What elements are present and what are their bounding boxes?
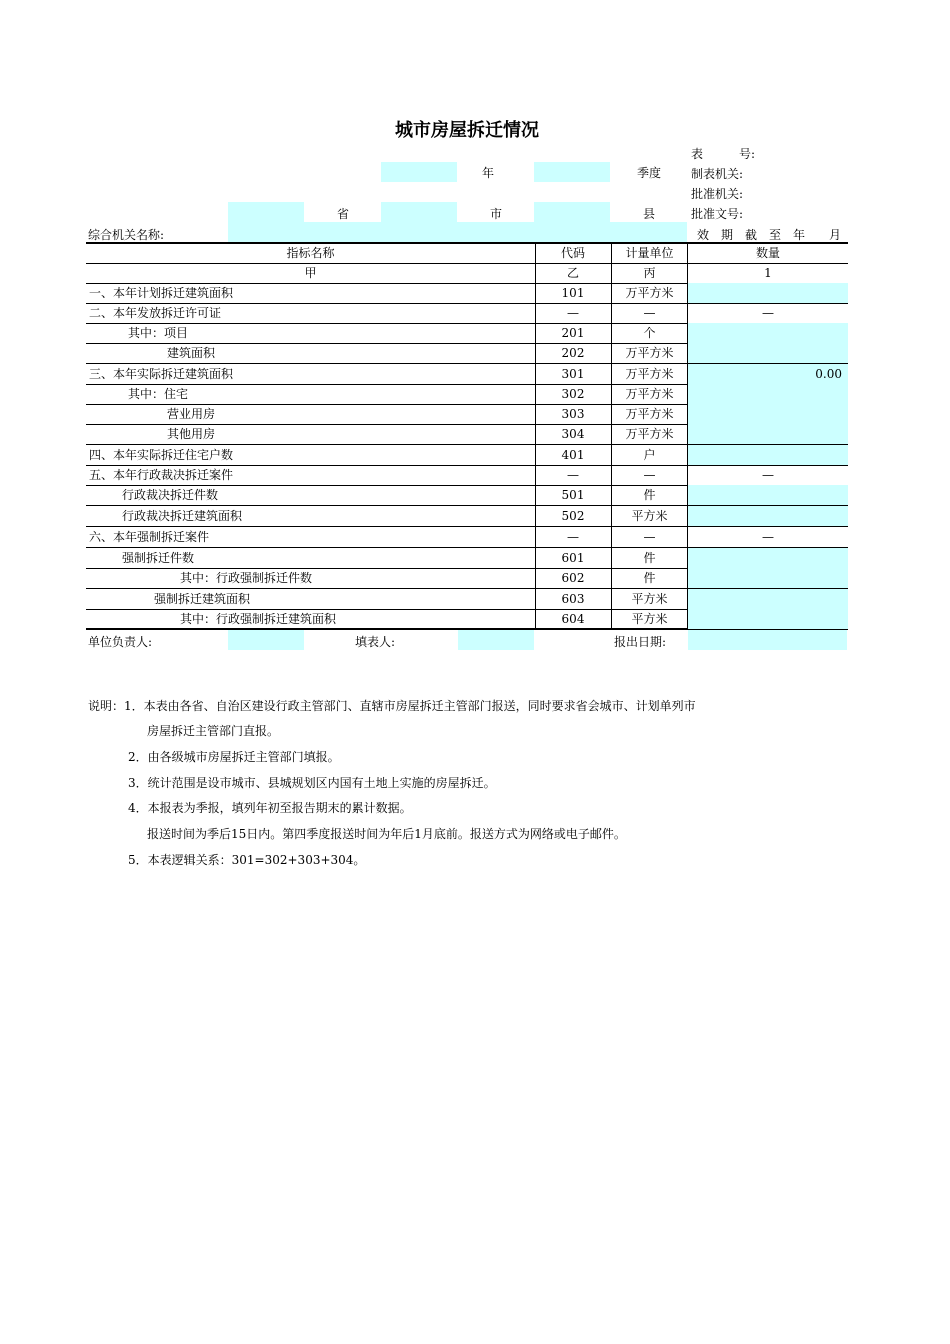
row-value-input[interactable]	[688, 548, 848, 568]
province-input[interactable]	[228, 202, 304, 222]
row-unit: 件	[643, 571, 656, 585]
row-name: 二、本年发放拆迁许可证	[89, 306, 222, 320]
row-name: 其他用房	[167, 427, 216, 441]
city-input[interactable]	[381, 202, 457, 222]
row-code: 301	[561, 367, 585, 381]
row-unit: —	[643, 468, 656, 482]
row-value: —	[762, 306, 774, 320]
approval-number-label: 批准文号:	[691, 207, 744, 221]
row-value-input[interactable]	[688, 424, 848, 444]
row-value-input[interactable]	[688, 384, 848, 404]
row-unit: 万平方米	[625, 427, 674, 441]
table-row	[86, 303, 848, 323]
row-unit: 个	[643, 326, 656, 340]
row-value-input[interactable]	[688, 404, 848, 424]
row-unit: 万平方米	[625, 387, 674, 401]
table-row	[86, 609, 848, 629]
validity-label: 效 期 截 至 年 月	[697, 228, 842, 242]
form-number-label: 表 号:	[691, 147, 756, 161]
row-value-input[interactable]	[688, 506, 848, 526]
row-value-input[interactable]	[688, 589, 848, 609]
note-4: 4．本报表为季报，填列年初至报告期末的累计数据。	[128, 801, 412, 815]
city-label: 市	[490, 207, 503, 221]
note-5: 5．本表逻辑关系：301=302+303+304。	[128, 853, 366, 867]
row-code: 601	[561, 551, 585, 565]
row-code: 501	[561, 488, 585, 502]
row-name: 其中：行政强制拆迁件数	[180, 571, 313, 585]
row-code: 302	[561, 387, 585, 401]
subheader-unit: 丙	[643, 266, 656, 280]
row-name: 建筑面积	[167, 346, 216, 360]
row-code: —	[567, 530, 579, 544]
row-value-input[interactable]	[688, 445, 848, 465]
county-input[interactable]	[534, 202, 610, 222]
page-title: 城市房屋拆迁情况	[395, 120, 539, 141]
row-unit: 万平方米	[625, 367, 674, 381]
table-row	[86, 283, 848, 303]
row-name: 其中：住宅	[128, 387, 189, 401]
note-1-continued: 房屋拆迁主管部门直报。	[147, 724, 280, 738]
unit-head-label: 单位负责人:	[88, 635, 153, 649]
table-row	[86, 445, 848, 465]
row-unit: 万平方米	[625, 346, 674, 360]
header-code: 代码	[560, 246, 585, 260]
row-unit: 件	[643, 551, 656, 565]
row-value-input[interactable]	[688, 343, 848, 363]
table-header-row	[86, 243, 848, 263]
table-subheader-row	[86, 263, 848, 283]
row-code: 303	[561, 407, 585, 421]
row-unit: 平方米	[631, 612, 668, 626]
table-row	[86, 589, 848, 609]
maker-label: 制表机关:	[691, 167, 744, 181]
row-name: 四、本年实际拆迁住宅户数	[89, 448, 234, 462]
row-value-input[interactable]	[688, 283, 848, 303]
table-row	[86, 384, 848, 404]
row-code: —	[567, 306, 579, 320]
filler-label: 填表人:	[355, 635, 396, 649]
note-3: 3．统计范围是设市城市、县城规划区内国有土地上实施的房屋拆迁。	[128, 776, 496, 790]
row-code: 101	[561, 286, 585, 300]
row-value-input[interactable]	[688, 609, 848, 629]
approver-label: 批准机关:	[691, 187, 744, 201]
row-name: 强制拆迁建筑面积	[154, 592, 251, 606]
table-row	[86, 568, 848, 588]
filler-input[interactable]	[458, 630, 534, 650]
subheader-name: 甲	[304, 266, 317, 280]
row-unit: 万平方米	[625, 407, 674, 421]
subheader-code: 乙	[566, 266, 579, 280]
row-code: 201	[561, 326, 585, 340]
row-value-input[interactable]: 0.00	[688, 364, 848, 384]
row-value-input[interactable]	[688, 323, 848, 343]
table-row	[86, 527, 848, 547]
year-label: 年	[482, 166, 495, 180]
row-value: —	[762, 530, 774, 544]
header-value: 数量	[755, 246, 780, 260]
row-name: 营业用房	[167, 407, 216, 421]
report-date-input[interactable]	[688, 630, 847, 650]
table-row	[86, 364, 848, 384]
row-name: 三、本年实际拆迁建筑面积	[89, 367, 234, 381]
row-unit: —	[643, 306, 656, 320]
row-code: 304	[561, 427, 585, 441]
row-name: 其中：行政强制拆迁建筑面积	[180, 612, 337, 626]
note-1: 说明：1．本表由各省、自治区建设行政主管部门、直辖市房屋拆迁主管部门报送，同时要求省会城市、计划单列市	[88, 699, 696, 713]
province-label: 省	[337, 207, 350, 221]
row-unit: —	[643, 530, 656, 544]
row-name: 强制拆迁件数	[122, 551, 195, 565]
report-date-label: 报出日期:	[614, 635, 667, 649]
row-unit: 万平方米	[625, 286, 674, 300]
row-unit: 平方米	[631, 592, 668, 606]
row-value-input[interactable]	[688, 568, 848, 588]
county-label: 县	[643, 207, 656, 221]
org-name-label: 综合机关名称:	[88, 228, 165, 242]
row-name: 行政裁决拆迁建筑面积	[122, 509, 243, 523]
header-name: 指标名称	[286, 246, 335, 260]
subheader-value: 1	[764, 266, 772, 280]
table-row	[86, 465, 848, 485]
table-row	[86, 424, 848, 444]
row-name: 五、本年行政裁决拆迁案件	[89, 468, 234, 482]
table-row	[86, 343, 848, 363]
unit-head-input[interactable]	[228, 630, 304, 650]
row-value-input[interactable]	[688, 485, 848, 505]
row-value: —	[762, 468, 774, 482]
row-unit: 平方米	[631, 509, 668, 523]
table-row	[86, 506, 848, 526]
table-row	[86, 485, 848, 505]
row-code: 202	[561, 346, 585, 360]
header-unit: 计量单位	[625, 246, 674, 260]
table-row	[86, 404, 848, 424]
row-unit: 件	[643, 488, 656, 502]
row-code: 603	[561, 592, 585, 606]
row-name: 六、本年强制拆迁案件	[89, 530, 210, 544]
year-input[interactable]	[381, 162, 457, 182]
note-2: 2．由各级城市房屋拆迁主管部门填报。	[128, 750, 340, 764]
row-code: 602	[561, 571, 585, 585]
row-unit: 户	[643, 448, 656, 462]
note-4-continued: 报送时间为季后15日内。第四季度报送时间为年后1月底前。报送方式为网络或电子邮件。	[147, 827, 626, 841]
quarter-label: 季度	[637, 166, 662, 180]
row-code: 502	[561, 509, 585, 523]
quarter-input[interactable]	[534, 162, 610, 182]
row-name: 行政裁决拆迁件数	[122, 488, 219, 502]
row-code: 604	[561, 612, 585, 626]
row-name: 其中：项目	[128, 326, 189, 340]
row-name: 一、本年计划拆迁建筑面积	[89, 286, 234, 300]
row-code: 401	[561, 448, 585, 462]
table-row	[86, 323, 848, 343]
table-row	[86, 548, 848, 568]
org-name-input[interactable]	[228, 222, 687, 242]
row-code: —	[567, 468, 579, 482]
